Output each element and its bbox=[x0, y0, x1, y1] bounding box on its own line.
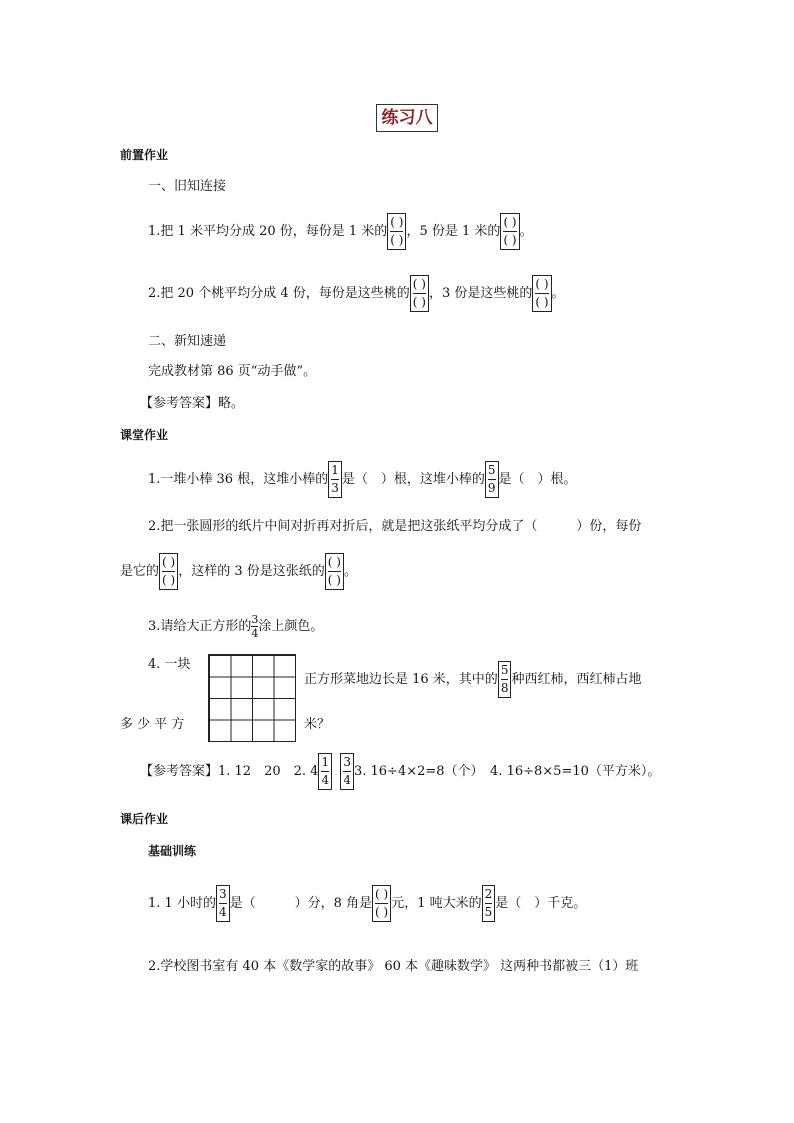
fraction-blank[interactable]: $\frac{( )}{( )}$ bbox=[387, 213, 406, 250]
subsection-heading-old-knowledge: 一、旧知连接 bbox=[148, 179, 227, 194]
class-question-4-line2-start: 多 少 平 方 bbox=[120, 717, 185, 732]
fraction-box: $\frac{3}{4}$ bbox=[340, 753, 354, 790]
section-heading-pre: 前置作业 bbox=[120, 148, 169, 162]
fraction-blank[interactable]: $\frac{( )}{( )}$ bbox=[410, 275, 429, 312]
fraction-blank[interactable]: $\frac{( )}{( )}$ bbox=[372, 885, 391, 922]
fraction-inline: $\frac{3}{4}$ bbox=[251, 613, 259, 640]
after-question-2: 2.学校图书室有 40 本《数学家的故事》 60 本《趣味数学》 这两种书都被三（1）班 bbox=[148, 959, 639, 974]
pre-question-2: 2.把 20 个桃平均分成 4 份，每份是这些桃的 $\frac{( )}{( )}$ ，3 份是这些桃的 $\frac{( )}{( )}$ 。 bbox=[148, 274, 565, 314]
class-answer: 【参考答案】1. 12 20 2. 4 $\frac{1}{4}$ $\frac{3}{4}$ 3. 16÷4×2=8（个） 4. 16÷8×5=10（平方米）。 bbox=[140, 752, 660, 792]
fraction-box: $\frac{1}{3}$ bbox=[328, 461, 342, 498]
fraction-box: $\frac{3}{4}$ bbox=[216, 885, 230, 922]
fraction-blank[interactable]: $\frac{( )}{( )}$ bbox=[532, 275, 551, 312]
fraction-box: $\frac{5}{9}$ bbox=[485, 461, 499, 498]
fraction-blank[interactable]: $\frac{( )}{( )}$ bbox=[500, 213, 519, 250]
section-heading-class: 课堂作业 bbox=[120, 428, 169, 442]
square-grid-figure bbox=[208, 654, 296, 742]
class-question-4-line2-end: 米？ bbox=[304, 717, 331, 732]
page-title: 练习八 bbox=[376, 104, 438, 132]
class-question-2-line2: 是它的 $\frac{( )}{( )}$ ，这样的 3 份是这张纸的 $\frac{( )}{( )}$ 。 bbox=[120, 552, 357, 592]
subsection-heading-new-knowledge: 二、新知速递 bbox=[148, 334, 227, 349]
subsection-heading-basic: 基础训练 bbox=[148, 844, 197, 858]
class-question-3: 3.请给大正方形的 $\frac{3}{4}$ 涂上颜色。 bbox=[148, 613, 324, 640]
class-question-4-start: 4. 一块 bbox=[148, 657, 191, 672]
pre-question-1: 1.把 1 米平均分成 20 份，每份是 1 米的 $\frac{( )}{( )}$ ，5 份是 1 米的 $\frac{( )}{( )}$ 。 bbox=[148, 212, 533, 252]
fraction-box: $\frac{1}{4}$ bbox=[318, 753, 332, 790]
fraction-box: $\frac{2}{5}$ bbox=[482, 885, 496, 922]
class-question-1: 1.一堆小棒 36 根，这堆小棒的 $\frac{1}{3}$ 是（ ）根，这堆小棒的 $\frac{5}{9}$ 是（ ）根。 bbox=[148, 460, 577, 500]
class-question-2-line1: 2.把一张圆形的纸片中间对折再对折后，就是把这张纸平均分成了（ ）份，每份 bbox=[148, 519, 642, 534]
pre-task: 完成教材第 86 页“动手做”。 bbox=[148, 364, 317, 379]
fraction-blank[interactable]: $\frac{( )}{( )}$ bbox=[159, 553, 178, 590]
fraction-blank[interactable]: $\frac{( )}{( )}$ bbox=[325, 553, 344, 590]
fraction-box: $\frac{5}{8}$ bbox=[498, 661, 512, 698]
section-heading-after: 课后作业 bbox=[120, 812, 169, 826]
after-question-1: 1. 1 小时的 $\frac{3}{4}$ 是（ ）分，8 角是 $\frac{( )}{( )}$ 元，1 吨大米的 $\frac{2}{5}$ 是（ ）千克。 bbox=[148, 884, 586, 924]
class-question-4-line1: 正方形菜地边长是 16 米，其中的 $\frac{5}{8}$ 种西红柿，西红柿占地 bbox=[304, 660, 641, 700]
pre-answer: 【参考答案】略。 bbox=[140, 396, 245, 411]
